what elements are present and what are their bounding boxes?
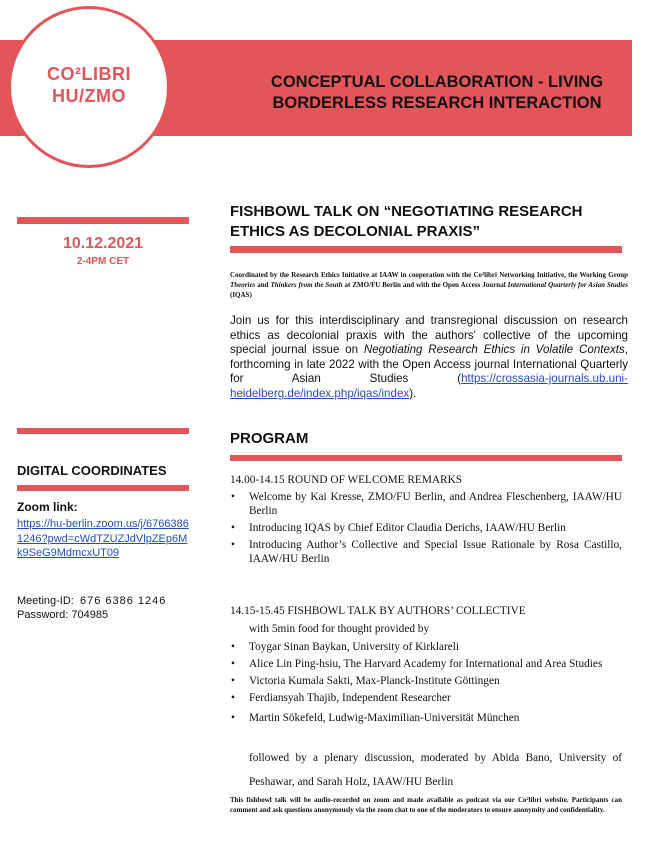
banner-title-line1: CONCEPTUAL COLLABORATION - LIVING: [270, 73, 604, 91]
logo-text: [11, 63, 167, 107]
sidebar-divider: [17, 428, 189, 434]
intro-paragraph: Join us for this interdisciplinary and transregional discussion on research ethics as decolonial praxis with the authors' collective of the upcoming special journal issue on Negotiating Research Ethics in Volatile Contexts, forthcoming in late 2022 with the Open Access journal International Quarterly for Asian Studies (https://crossasia-journals.ub.uni-heidelberg.de/index.php/iqas/index).: [230, 314, 628, 400]
list-item: • Martin Sökefeld, Ludwig-Maximilian-Universität München: [230, 711, 622, 725]
coordination-note: Coordinated by the Research Ethics Initiative at IAAW in cooperation with the Co²libri Networking Initiative, the Working Group Theories and Thinkers from the South at ZMO/FU Berlin and with the Open Access Journal International Quarterly for Asian Studies (IQAS): [230, 271, 629, 299]
logo: [8, 6, 170, 168]
meeting-info: [17, 594, 189, 622]
meeting-id-value: 676 6386 1246: [79, 595, 167, 607]
section2-list: [230, 640, 622, 728]
logo-line2: HU/ZMO: [52, 86, 126, 106]
footnote: This fishbowl talk will be audio-recorded on zoom and made available as podcast via our Co²libri website. Participants can comment and ask questions anonymously via the zoom chat to one of the moderators to ensure anonymity and confidentiality.: [230, 796, 622, 814]
list-item: • Ferdiansyah Thajib, Independent Researcher: [230, 691, 622, 705]
list-item: • Welcome by Kai Kresse, ZMO/FU Berlin, and Andrea Fleschenberg, IAAW/HU Berlin: [230, 490, 622, 518]
list-item: • Introducing Author’s Collective and Special Issue Rationale by Rosa Castillo, IAAW/HU Berlin: [230, 538, 622, 566]
event-title: [230, 202, 630, 242]
iqas-link[interactable]: https://crossasia-journals.ub.uni-heidelberg.de/index.php/iqas/index: [230, 372, 628, 400]
digital-coordinates-heading: DIGITAL COORDINATES: [17, 463, 167, 478]
section2-subtitle: with 5min food for thought provided by: [249, 623, 430, 635]
section1-list: [230, 490, 622, 569]
password-value: 704985: [71, 609, 109, 621]
meeting-id-label: Meeting-ID:: [17, 595, 74, 607]
event-title-line1: FISHBOWL TALK ON “NEGOTIATING RESEARCH: [230, 203, 583, 220]
event-title-line2: ETHICS AS DECOLONIAL PRAXIS”: [230, 223, 481, 240]
plenary-note: followed by a plenary discussion, moderated by Abida Bano, University of Peshawar, and Sarah Holz, IAAW/HU Berlin: [249, 752, 622, 788]
sidebar-divider-2: [17, 485, 189, 491]
banner-title-line2: BORDERLESS RESEARCH INTERACTION: [272, 94, 602, 112]
banner-title: [257, 72, 617, 114]
list-item: • Victoria Kumala Sakti, Max-Planck-Institute Göttingen: [230, 674, 622, 688]
program-divider: [230, 455, 622, 461]
event-time: 2-4PM CET: [76, 256, 130, 267]
date-divider-top: [17, 217, 189, 224]
password-label: Password:: [17, 609, 69, 621]
zoom-label: Zoom link:: [17, 500, 78, 514]
list-item: • Alice Lin Ping-hsiu, The Harvard Academy for International and Area Studies: [230, 657, 622, 671]
list-item: • Introducing IQAS by Chief Editor Claudia Derichs, IAAW/HU Berlin: [230, 521, 622, 535]
zoom-link[interactable]: https://hu-berlin.zoom.us/j/67663861246?pwd=cWdTZUZJdVlpZEp6Mk9SeG9MdmcxUT09: [17, 518, 189, 559]
program-heading: PROGRAM: [230, 430, 309, 447]
title-divider: [230, 246, 622, 253]
section2-title: 14.15-15.45 FISHBOWL TALK BY AUTHORS’ COLLECTIVE: [230, 605, 526, 617]
event-date: 10.12.2021: [62, 235, 144, 252]
list-item: • Toygar Sinan Baykan, University of Kirklareli: [230, 640, 622, 654]
section1-title: 14.00-14.15 ROUND OF WELCOME REMARKS: [230, 474, 463, 486]
logo-line1: CO²LIBRI: [47, 64, 131, 84]
